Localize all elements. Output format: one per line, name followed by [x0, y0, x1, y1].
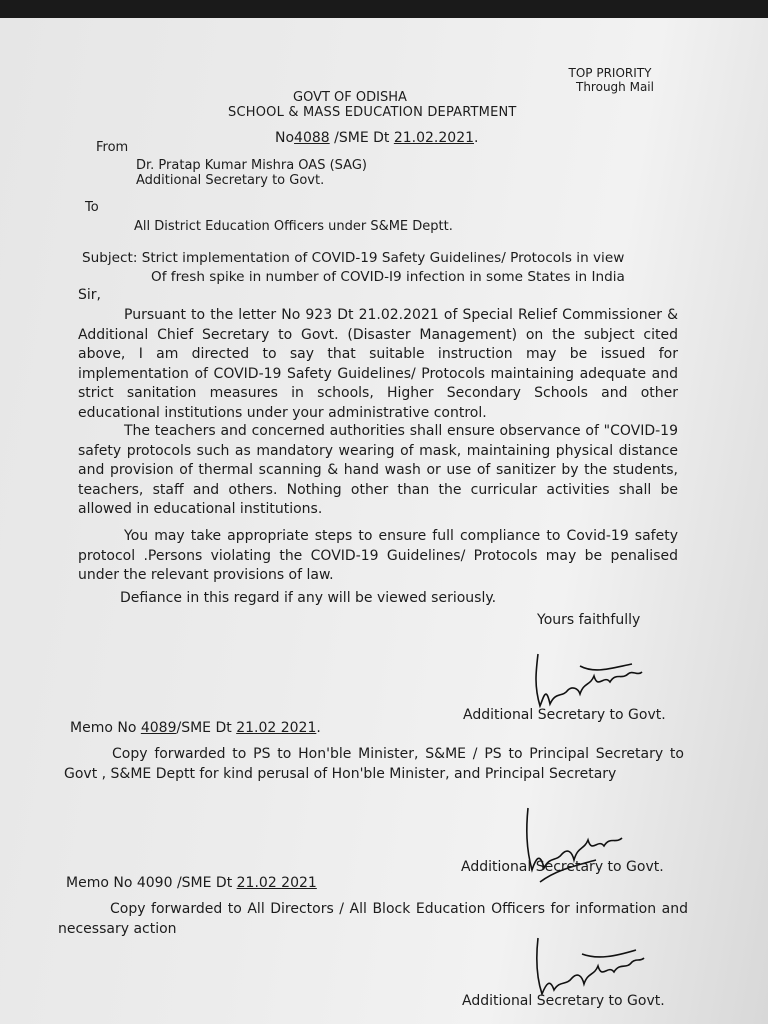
letter-no-prefix: No: [275, 130, 295, 146]
from-label: From: [96, 140, 129, 155]
to-recipients: All District Education Officers under S&ME Deptt.: [134, 219, 453, 234]
salutation: Sir,: [78, 287, 101, 303]
priority-block: [566, 66, 654, 94]
from-designation: Additional Secretary to Govt.: [136, 173, 325, 188]
memo-1-header: [70, 720, 321, 736]
closing: Yours faithfully: [537, 612, 641, 628]
subject-line-2: Of fresh spike in number of COVID-I9 infection in some States in India: [151, 269, 625, 285]
priority-label: TOP PRIORITY: [568, 66, 652, 80]
to-label: To: [85, 200, 99, 215]
from-name: Dr. Pratap Kumar Mishra OAS (SAG): [136, 158, 367, 173]
signature-title-3: Additional Secretary to Govt.: [462, 993, 665, 1009]
memo-2-text: Copy forwarded to All Directors / All Block Education Officers for information and necessary action: [58, 901, 688, 937]
delivery-label: Through Mail: [576, 80, 654, 94]
memo-2-header: [66, 875, 317, 891]
memo-1-dept: /SME Dt: [176, 720, 232, 736]
body-paragraph-1: Pursuant to the letter No 923 Dt 21.02.2021 of Special Relief Commissioner & Additional Chief Secretary to Govt. (Disaster Management) on the subject cited above, I am directed to say that suitable instruction may be issued for implementation of COVID-19 Safety Guidelines/ Protocols maintaining adequate and strict sanitation measures in schools, Higher Secondary Schools and other educational institutions under your administrative control.: [78, 307, 678, 421]
memo-2-dept: /SME Dt: [176, 875, 233, 891]
letter-no-value: 4088: [294, 130, 330, 146]
memo-2-prefix: Memo No: [66, 875, 133, 891]
body-paragraph-3: You may take appropriate steps to ensure full compliance to Covid-19 safety protocol .Persons violating the COVID-19 Guidelines/ Protocols may be penalised under the relevant provisions of law.: [78, 528, 678, 583]
memo-1-date: 21.02 2021: [236, 720, 317, 736]
signature-2: [512, 800, 652, 890]
memo-1-prefix: Memo No: [70, 720, 137, 736]
letter-date-suffix: .: [474, 130, 479, 146]
memo-2-number: 4090: [136, 875, 173, 891]
signature-title-1: Additional Secretary to Govt.: [463, 707, 666, 723]
letter-number: [275, 130, 478, 146]
memo-1-text: Copy forwarded to PS to Hon'ble Minister, S&ME / PS to Principal Secretary to Govt , S&ME Deptt for kind perusal of Hon'ble Minister, and Principal Secretary: [64, 746, 684, 782]
body-paragraph-4: Defiance in this regard if any will be viewed seriously.: [120, 590, 497, 606]
memo-2-date: 21.02 2021: [236, 875, 317, 891]
signature-1: [520, 646, 660, 716]
memo-1-suffix: .: [316, 720, 321, 736]
memo-1-number: 4089: [140, 720, 177, 736]
letter-no-dept: /SME Dt: [334, 130, 390, 146]
subject-line-1: Subject: Strict implementation of COVID-19 Safety Guidelines/ Protocols in view: [82, 250, 625, 266]
signature-title-2: Additional Secretary to Govt.: [461, 859, 664, 875]
letter-date: 21.02.2021: [393, 130, 475, 146]
govt-heading: GOVT OF ODISHA: [293, 90, 407, 105]
document-page: [0, 18, 768, 1024]
body-paragraph-2: The teachers and concerned authorities shall ensure observance of "COVID-19 safety protocols such as mandatory wearing of mask, maintaining physical distance and provision of thermal scanning & hand wash or use of sanitizer by the students, teachers, staff and others. Nothing other than the curricular activities shall be allowed in educational institutions.: [78, 423, 678, 517]
department-heading: SCHOOL & MASS EDUCATION DEPARTMENT: [228, 105, 517, 120]
